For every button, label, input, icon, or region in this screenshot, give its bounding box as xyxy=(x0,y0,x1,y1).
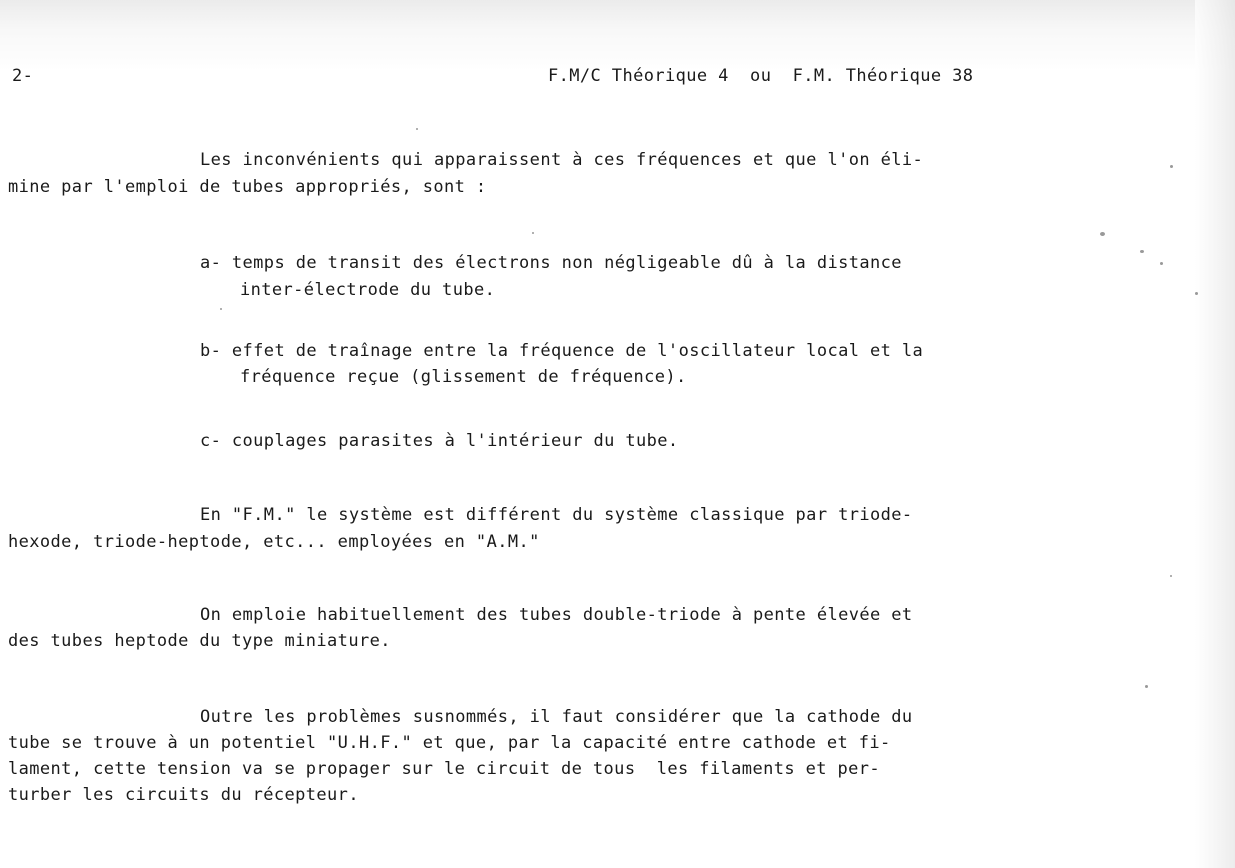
scan-speck xyxy=(1160,262,1163,265)
list-item-line: a- temps de transit des électrons non négligeable dû à la distance xyxy=(200,253,902,273)
paragraph-line: des tubes heptode du type miniature. xyxy=(8,631,391,651)
scan-speck xyxy=(1100,232,1105,236)
paragraph-line: On emploie habituellement des tubes double-triode à pente élevée et xyxy=(200,605,913,625)
paragraph-line: mine par l'emploi de tubes appropriés, sont : xyxy=(8,177,487,197)
list-item-line: inter-électrode du tube. xyxy=(240,280,496,300)
paragraph-line: tube se trouve à un potentiel "U.H.F." et que, par la capacité entre cathode et fi- xyxy=(8,733,891,753)
scan-speck xyxy=(1140,250,1144,253)
document-reference: F.M/C Théorique 4 ou F.M. Théorique 38 xyxy=(548,66,974,86)
paragraph-line: lament, cette tension va se propager sur le circuit de tous les filaments et per- xyxy=(8,759,881,779)
paragraph-line: turber les circuits du récepteur. xyxy=(8,785,359,805)
list-item-line: c- couplages parasites à l'intérieur du tube. xyxy=(200,431,679,451)
scan-speck xyxy=(532,232,534,234)
list-item-line: fréquence reçue (glissement de fréquence). xyxy=(240,367,687,387)
paragraph-line: hexode, triode-heptode, etc... employées en "A.M." xyxy=(8,532,540,552)
scan-speck xyxy=(416,128,418,130)
page-edge-shadow xyxy=(1195,0,1235,868)
paragraph-line: Outre les problèmes susnommés, il faut considérer que la cathode du xyxy=(200,707,913,727)
paragraph-line: Les inconvénients qui apparaissent à ces fréquences et que l'on éli- xyxy=(200,150,924,170)
scan-speck xyxy=(220,308,222,310)
scan-speck xyxy=(1170,575,1172,577)
scan-speck xyxy=(1145,685,1148,688)
paragraph-line: En "F.M." le système est différent du système classique par triode- xyxy=(200,505,913,525)
list-item-line: b- effet de traînage entre la fréquence de l'oscillateur local et la xyxy=(200,341,924,361)
page-number: 2- xyxy=(12,66,34,86)
scan-speck xyxy=(1195,292,1198,295)
scan-speck xyxy=(1170,165,1173,168)
